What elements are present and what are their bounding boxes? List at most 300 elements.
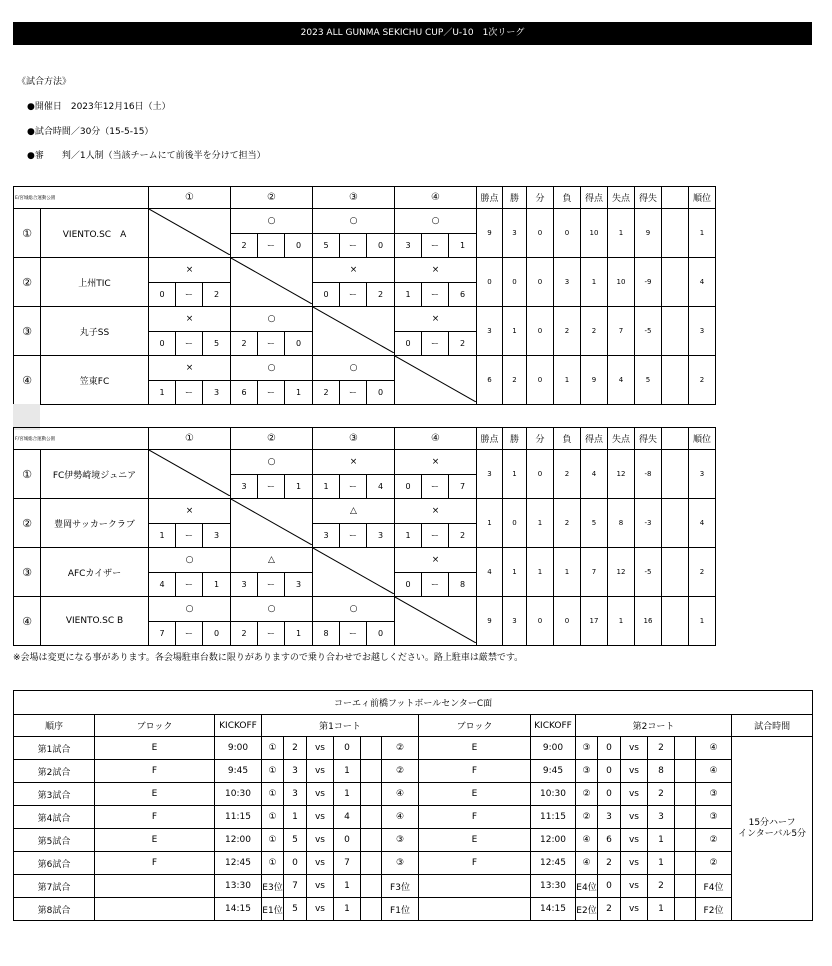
- stat-value: -9: [635, 258, 662, 307]
- court2-vs: vs: [621, 852, 648, 875]
- stat-col-header: 勝: [503, 428, 527, 450]
- court2-score-a: 2: [598, 852, 621, 875]
- result-mark: ×: [395, 307, 477, 332]
- stat-value: 10: [581, 209, 608, 258]
- court2-block: F: [419, 760, 531, 783]
- score-for: 1: [149, 523, 176, 548]
- stat-value: 12: [608, 450, 635, 499]
- spacer: [675, 806, 696, 829]
- court1-block: E: [95, 829, 215, 852]
- court2-score-a: 0: [598, 737, 621, 760]
- court2-block: E: [419, 783, 531, 806]
- spacer: [361, 875, 382, 898]
- venue-label: F/宮城総合運動公園: [14, 428, 149, 450]
- match-order: 第4試合: [14, 806, 95, 829]
- schedule-col-header: ブロック: [419, 715, 531, 737]
- court1-block: [95, 875, 215, 898]
- court2-score-b: 2: [648, 875, 675, 898]
- stat-value: 2: [503, 356, 527, 405]
- stat-value: 0: [503, 258, 527, 307]
- self-match-cell: [313, 548, 395, 597]
- court2-vs: vs: [621, 806, 648, 829]
- stat-col-header: 順位: [689, 428, 716, 450]
- score-against: 2: [449, 331, 477, 356]
- stat-value: 3: [503, 209, 527, 258]
- court2-team-b: ④: [696, 737, 732, 760]
- court2-team-b: ③: [696, 806, 732, 829]
- result-mark: ×: [149, 307, 231, 332]
- court2-team-a: E2位: [576, 898, 598, 921]
- court1-score-b: 1: [334, 783, 361, 806]
- schedule-table: [13, 690, 813, 921]
- court1-score-b: 1: [334, 760, 361, 783]
- score-dash: ー: [176, 282, 203, 307]
- score-dash: ー: [422, 572, 449, 597]
- score-against: 8: [449, 572, 477, 597]
- stat-value: 1: [503, 450, 527, 499]
- stat-value: 9: [477, 597, 503, 646]
- court1-vs: vs: [307, 737, 334, 760]
- court1-block: [95, 898, 215, 921]
- court2-team-b: F4位: [696, 875, 732, 898]
- court1-score-b: 0: [334, 829, 361, 852]
- result-mark: ○: [313, 356, 395, 381]
- schedule-col-header: 試合時間: [732, 715, 813, 737]
- stat-value: 2: [689, 356, 716, 405]
- result-mark: ×: [395, 258, 477, 283]
- schedule-col-header: ブロック: [95, 715, 215, 737]
- method-duration: ●試合時間／30分（15-5-15）: [27, 127, 154, 137]
- score-for: 2: [231, 233, 258, 258]
- court1-block: E: [95, 783, 215, 806]
- result-mark: ×: [313, 258, 395, 283]
- diagonal-line: [231, 499, 312, 545]
- team-index: ③: [14, 548, 41, 597]
- court1-kickoff: 14:15: [215, 898, 262, 921]
- score-dash: ー: [422, 331, 449, 356]
- score-for: 0: [149, 331, 176, 356]
- team-name: 笠東FC: [41, 356, 149, 405]
- score-against: 1: [285, 621, 313, 646]
- stat-value: [662, 499, 689, 548]
- score-dash: ー: [340, 621, 367, 646]
- court1-team-a: ①: [262, 806, 284, 829]
- court2-score-b: 1: [648, 829, 675, 852]
- stat-value: 1: [581, 258, 608, 307]
- match-order: 第8試合: [14, 898, 95, 921]
- score-dash: ー: [176, 523, 203, 548]
- court2-score-b: 1: [648, 852, 675, 875]
- score-dash: ー: [422, 233, 449, 258]
- stat-value: 2: [581, 307, 608, 356]
- self-match-cell: [231, 499, 313, 548]
- stat-col-header: 得点: [581, 187, 608, 209]
- stat-value: 1: [608, 209, 635, 258]
- method-date: ●開催日 2023年12月16日（土）: [27, 102, 171, 112]
- court2-kickoff: 12:00: [531, 829, 576, 852]
- score-for: 2: [313, 380, 340, 405]
- spacer: [675, 760, 696, 783]
- spacer: [675, 852, 696, 875]
- court2-kickoff: 13:30: [531, 875, 576, 898]
- opponent-col-header: ④: [395, 428, 477, 450]
- court1-team-b: F1位: [382, 898, 419, 921]
- court2-block: [419, 875, 531, 898]
- score-for: 3: [313, 523, 340, 548]
- score-against: 6: [449, 282, 477, 307]
- stat-value: 2: [554, 307, 581, 356]
- score-for: 6: [231, 380, 258, 405]
- court2-team-a: ③: [576, 737, 598, 760]
- court1-score-b: 0: [334, 737, 361, 760]
- spacer: [361, 898, 382, 921]
- team-index: ①: [14, 450, 41, 499]
- court1-team-a: ①: [262, 760, 284, 783]
- stat-col-header: 勝点: [477, 428, 503, 450]
- stat-value: 2: [554, 450, 581, 499]
- court2-vs: vs: [621, 829, 648, 852]
- court2-score-a: 0: [598, 783, 621, 806]
- score-for: 0: [395, 331, 422, 356]
- team-index: ②: [14, 258, 41, 307]
- method-referee: ●審 判／1人制（当該チームにて前後半を分けて担当）: [27, 151, 266, 161]
- result-mark: ○: [149, 548, 231, 573]
- court1-score-b: 1: [334, 898, 361, 921]
- team-name: VIENTO.SC B: [41, 597, 149, 646]
- stat-col-header: [662, 187, 689, 209]
- score-dash: ー: [176, 572, 203, 597]
- court1-score-a: 7: [284, 875, 307, 898]
- court1-team-a: ①: [262, 852, 284, 875]
- diagonal-line: [149, 209, 230, 255]
- court1-score-a: 1: [284, 806, 307, 829]
- score-against: 0: [367, 380, 395, 405]
- score-for: 1: [395, 282, 422, 307]
- stat-value: 2: [689, 548, 716, 597]
- stat-value: [662, 209, 689, 258]
- court1-score-a: 5: [284, 829, 307, 852]
- team-name: 上州TIC: [41, 258, 149, 307]
- score-against: 1: [285, 474, 313, 499]
- score-dash: ー: [258, 331, 285, 356]
- court1-score-a: 0: [284, 852, 307, 875]
- result-mark: ×: [149, 356, 231, 381]
- court1-score-b: 4: [334, 806, 361, 829]
- court1-vs: vs: [307, 898, 334, 921]
- stat-value: 0: [527, 597, 554, 646]
- stat-col-header: 勝点: [477, 187, 503, 209]
- match-time: 15分ハーフ インターバル5分: [732, 737, 813, 921]
- stat-value: 16: [635, 597, 662, 646]
- court1-kickoff: 10:30: [215, 783, 262, 806]
- stat-value: -3: [635, 499, 662, 548]
- team-index: ④: [14, 356, 41, 405]
- score-against: 2: [449, 523, 477, 548]
- spacer: [361, 806, 382, 829]
- stat-col-header: 勝: [503, 187, 527, 209]
- spacer: [361, 783, 382, 806]
- score-dash: ー: [340, 282, 367, 307]
- stat-value: 0: [527, 258, 554, 307]
- court1-score-a: 2: [284, 737, 307, 760]
- court1-team-a: ①: [262, 737, 284, 760]
- stat-value: -8: [635, 450, 662, 499]
- stat-value: [662, 450, 689, 499]
- spacer: [361, 829, 382, 852]
- stat-value: 12: [608, 548, 635, 597]
- court1-team-a: ①: [262, 829, 284, 852]
- team-name: FC伊勢崎境ジュニア: [41, 450, 149, 499]
- court1-vs: vs: [307, 829, 334, 852]
- score-dash: ー: [340, 380, 367, 405]
- court2-vs: vs: [621, 898, 648, 921]
- schedule-col-header: 順序: [14, 715, 95, 737]
- result-mark: ×: [395, 548, 477, 573]
- spacer: [361, 760, 382, 783]
- court1-team-b: ②: [382, 737, 419, 760]
- court2-score-b: 1: [648, 898, 675, 921]
- score-for: 0: [149, 282, 176, 307]
- score-against: 0: [285, 233, 313, 258]
- match-order: 第5試合: [14, 829, 95, 852]
- court1-score-b: 1: [334, 875, 361, 898]
- result-mark: ○: [395, 209, 477, 234]
- stat-value: [662, 597, 689, 646]
- stat-value: 4: [581, 450, 608, 499]
- stat-value: [662, 548, 689, 597]
- score-against: 1: [449, 233, 477, 258]
- stat-value: 1: [503, 307, 527, 356]
- result-mark: ×: [313, 450, 395, 475]
- score-against: 0: [367, 233, 395, 258]
- score-for: 2: [231, 621, 258, 646]
- score-against: 2: [367, 282, 395, 307]
- court2-score-b: 8: [648, 760, 675, 783]
- venue-note: ※会場は変更になる事があります。各会場駐車台数に限りがありますので乗り合わせでお越しください。路上駐車は厳禁です。: [13, 653, 524, 663]
- stat-value: 3: [503, 597, 527, 646]
- court2-score-b: 2: [648, 783, 675, 806]
- court1-score-b: 7: [334, 852, 361, 875]
- court2-score-a: 6: [598, 829, 621, 852]
- stat-value: 0: [503, 499, 527, 548]
- schedule-col-header: KICKOFF: [531, 715, 576, 737]
- stat-value: -5: [635, 307, 662, 356]
- result-mark: ×: [395, 450, 477, 475]
- score-for: 1: [313, 474, 340, 499]
- diagonal-line: [395, 597, 476, 643]
- result-mark: ○: [231, 450, 313, 475]
- stat-value: 1: [527, 548, 554, 597]
- stat-value: 8: [608, 499, 635, 548]
- team-name: 丸子SS: [41, 307, 149, 356]
- score-against: 0: [367, 621, 395, 646]
- score-for: 1: [149, 380, 176, 405]
- schedule-col-header: 第2コート: [576, 715, 732, 737]
- opponent-col-header: ③: [313, 187, 395, 209]
- court1-team-a: ①: [262, 783, 284, 806]
- court1-kickoff: 11:15: [215, 806, 262, 829]
- score-for: 0: [395, 474, 422, 499]
- result-mark: ×: [149, 258, 231, 283]
- stat-value: 5: [581, 499, 608, 548]
- team-name: AFCカイザー: [41, 548, 149, 597]
- spacer: [361, 852, 382, 875]
- stat-value: 4: [608, 356, 635, 405]
- score-for: 2: [231, 331, 258, 356]
- score-for: 5: [313, 233, 340, 258]
- score-dash: ー: [258, 572, 285, 597]
- score-against: 1: [203, 572, 231, 597]
- court1-block: F: [95, 806, 215, 829]
- stat-value: 7: [608, 307, 635, 356]
- court2-score-a: 0: [598, 875, 621, 898]
- result-mark: ○: [231, 307, 313, 332]
- score-against: 3: [203, 523, 231, 548]
- self-match-cell: [395, 597, 477, 646]
- score-dash: ー: [340, 233, 367, 258]
- score-for: 0: [395, 572, 422, 597]
- court2-score-a: 3: [598, 806, 621, 829]
- court2-score-a: 0: [598, 760, 621, 783]
- score-against: 0: [203, 621, 231, 646]
- score-dash: ー: [176, 331, 203, 356]
- self-match-cell: [231, 258, 313, 307]
- spacer: [675, 875, 696, 898]
- league-table-blockF: [13, 427, 716, 646]
- stat-col-header: 得失: [635, 187, 662, 209]
- court2-block: [419, 898, 531, 921]
- stat-value: 10: [608, 258, 635, 307]
- stat-value: 0: [477, 258, 503, 307]
- court2-team-a: E4位: [576, 875, 598, 898]
- score-for: 3: [231, 572, 258, 597]
- team-index: ①: [14, 209, 41, 258]
- stat-value: 3: [477, 450, 503, 499]
- self-match-cell: [313, 307, 395, 356]
- stat-col-header: 分: [527, 187, 554, 209]
- match-order: 第7試合: [14, 875, 95, 898]
- court1-vs: vs: [307, 806, 334, 829]
- stat-value: 0: [527, 356, 554, 405]
- stat-value: 1: [503, 548, 527, 597]
- court2-vs: vs: [621, 875, 648, 898]
- stat-value: [662, 356, 689, 405]
- score-dash: ー: [176, 621, 203, 646]
- court1-score-a: 3: [284, 783, 307, 806]
- stat-value: 9: [477, 209, 503, 258]
- self-match-cell: [149, 450, 231, 499]
- diagonal-line: [395, 356, 476, 402]
- stat-value: 1: [477, 499, 503, 548]
- opponent-col-header: ②: [231, 428, 313, 450]
- diagonal-line: [313, 548, 394, 594]
- stat-col-header: 順位: [689, 187, 716, 209]
- result-mark: ○: [231, 356, 313, 381]
- score-for: 4: [149, 572, 176, 597]
- court2-score-a: 2: [598, 898, 621, 921]
- score-against: 3: [203, 380, 231, 405]
- score-against: 2: [203, 282, 231, 307]
- match-order: 第6試合: [14, 852, 95, 875]
- court2-team-a: ④: [576, 829, 598, 852]
- score-for: 8: [313, 621, 340, 646]
- team-index: ③: [14, 307, 41, 356]
- court2-kickoff: 14:15: [531, 898, 576, 921]
- court1-team-b: ③: [382, 852, 419, 875]
- court1-team-b: ④: [382, 783, 419, 806]
- score-dash: ー: [422, 474, 449, 499]
- court2-score-b: 2: [648, 737, 675, 760]
- court1-kickoff: 12:00: [215, 829, 262, 852]
- spacer: [675, 737, 696, 760]
- spacer: [675, 783, 696, 806]
- court1-team-a: E1位: [262, 898, 284, 921]
- score-for: 3: [231, 474, 258, 499]
- stat-value: 5: [635, 356, 662, 405]
- stat-col-header: 得失: [635, 428, 662, 450]
- score-dash: ー: [422, 282, 449, 307]
- court1-vs: vs: [307, 852, 334, 875]
- stat-col-header: 得点: [581, 428, 608, 450]
- score-dash: ー: [258, 621, 285, 646]
- court1-team-b: ②: [382, 760, 419, 783]
- score-dash: ー: [258, 474, 285, 499]
- court1-vs: vs: [307, 760, 334, 783]
- stat-col-header: 失点: [608, 428, 635, 450]
- court2-team-a: ②: [576, 783, 598, 806]
- stat-value: 9: [635, 209, 662, 258]
- score-dash: ー: [176, 380, 203, 405]
- stat-value: 1: [554, 548, 581, 597]
- self-match-cell: [395, 356, 477, 405]
- court2-team-b: ③: [696, 783, 732, 806]
- score-for: 3: [395, 233, 422, 258]
- court2-vs: vs: [621, 760, 648, 783]
- diagonal-line: [231, 258, 312, 304]
- court1-score-a: 3: [284, 760, 307, 783]
- schedule-col-header: 第1コート: [262, 715, 419, 737]
- score-against: 3: [367, 523, 395, 548]
- court1-block: F: [95, 760, 215, 783]
- score-dash: ー: [340, 523, 367, 548]
- score-for: 0: [313, 282, 340, 307]
- court2-block: E: [419, 737, 531, 760]
- score-dash: ー: [258, 233, 285, 258]
- stat-value: 0: [527, 307, 554, 356]
- court2-kickoff: 9:45: [531, 760, 576, 783]
- result-mark: ○: [313, 209, 395, 234]
- stat-value: 0: [527, 209, 554, 258]
- stat-value: 17: [581, 597, 608, 646]
- court2-vs: vs: [621, 783, 648, 806]
- court1-team-b: F3位: [382, 875, 419, 898]
- opponent-col-header: ①: [149, 187, 231, 209]
- score-for: 7: [149, 621, 176, 646]
- court2-team-b: ④: [696, 760, 732, 783]
- court1-team-b: ③: [382, 829, 419, 852]
- court1-vs: vs: [307, 875, 334, 898]
- score-against: 1: [285, 380, 313, 405]
- result-mark: ○: [149, 597, 231, 622]
- opponent-col-header: ②: [231, 187, 313, 209]
- schedule-venue-title: コーエィ前橋フットボールセンターC面: [14, 691, 813, 715]
- result-mark: △: [313, 499, 395, 524]
- court1-team-b: ④: [382, 806, 419, 829]
- court1-kickoff: 13:30: [215, 875, 262, 898]
- stat-value: 1: [554, 356, 581, 405]
- stat-col-header: [662, 428, 689, 450]
- result-mark: ○: [231, 597, 313, 622]
